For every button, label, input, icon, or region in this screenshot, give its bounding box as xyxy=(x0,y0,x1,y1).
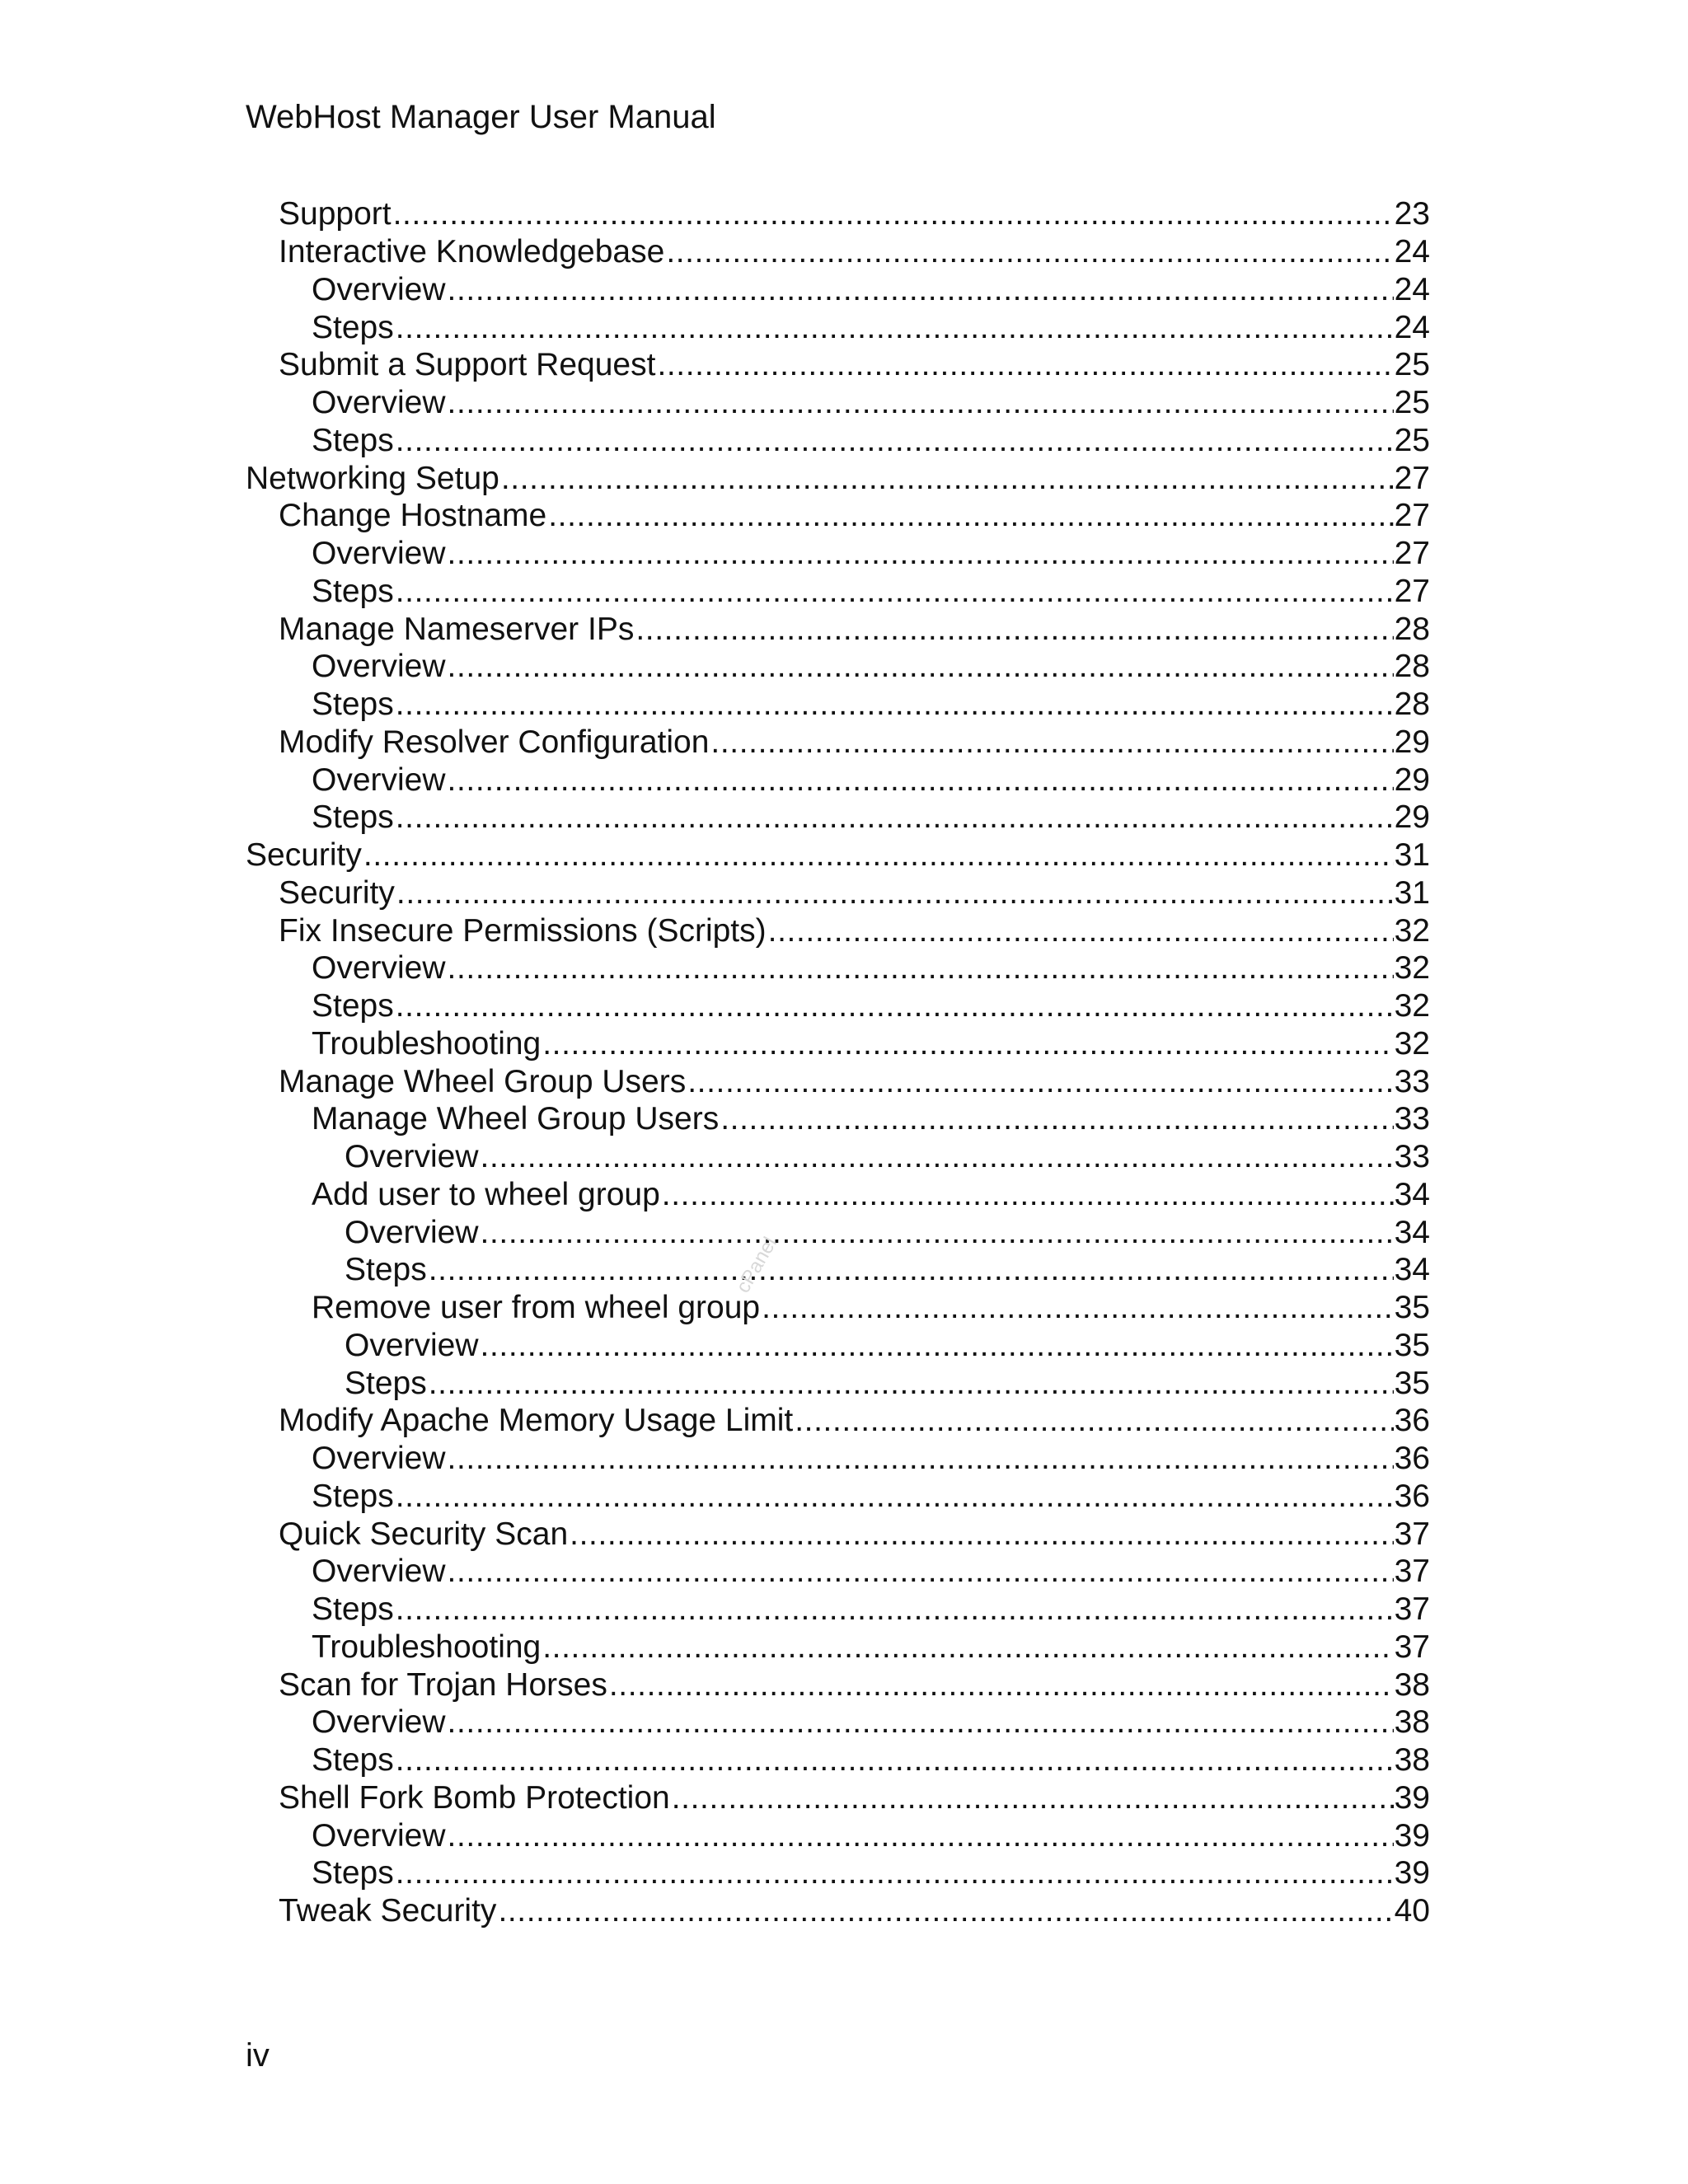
toc-entry[interactable] xyxy=(246,535,1430,573)
toc-entry-page: 25 xyxy=(1394,385,1430,421)
toc-entry-title: Overview xyxy=(312,1441,446,1477)
toc-entry[interactable] xyxy=(246,1176,1430,1214)
toc-entry-title: Overview xyxy=(312,762,446,798)
toc-entry-page: 35 xyxy=(1394,1327,1430,1363)
dot-leader xyxy=(660,1176,1394,1213)
dot-leader xyxy=(607,1666,1394,1704)
toc-entry[interactable] xyxy=(246,1289,1430,1327)
toc-entry-title: Steps xyxy=(312,1742,394,1779)
toc-entry[interactable] xyxy=(246,1440,1430,1478)
toc-entry-title: Submit a Support Request xyxy=(279,347,656,383)
toc-entry-title: Steps xyxy=(312,422,394,458)
toc-entry-title: Overview xyxy=(312,1704,446,1741)
toc-entry[interactable] xyxy=(246,1704,1430,1741)
dot-leader xyxy=(427,1251,1394,1288)
toc-entry[interactable] xyxy=(246,346,1430,384)
toc-entry-page: 37 xyxy=(1394,1629,1430,1665)
toc-entry-title: Steps xyxy=(345,1365,427,1401)
toc-entry-title: Steps xyxy=(312,988,394,1024)
dot-leader xyxy=(394,987,1394,1024)
dot-leader xyxy=(499,460,1394,497)
toc-entry-title: Overview xyxy=(312,1554,446,1590)
toc-entry-page: 24 xyxy=(1394,271,1430,307)
toc-entry-page: 24 xyxy=(1394,309,1430,345)
toc-entry[interactable] xyxy=(246,308,1430,346)
toc-entry-title: Troubleshooting xyxy=(312,1025,542,1062)
dot-leader xyxy=(670,1779,1394,1816)
toc-entry[interactable] xyxy=(246,1364,1430,1402)
dot-leader xyxy=(446,271,1394,308)
toc-entry[interactable] xyxy=(246,949,1430,987)
dot-leader xyxy=(394,573,1394,610)
toc-entry-title: Modify Apache Memory Usage Limit xyxy=(279,1403,794,1439)
toc-entry-title: Overview xyxy=(345,1139,479,1175)
toc-entry-page: 38 xyxy=(1394,1742,1430,1779)
toc-entry[interactable] xyxy=(246,799,1430,837)
toc-entry-page: 37 xyxy=(1394,1591,1430,1628)
toc-entry[interactable] xyxy=(246,384,1430,422)
dot-leader xyxy=(541,1629,1394,1666)
toc-entry-title: Steps xyxy=(312,1478,394,1514)
toc-entry-page: 32 xyxy=(1394,912,1430,949)
toc-entry-title: Manage Wheel Group Users xyxy=(279,1063,687,1099)
dot-leader xyxy=(767,912,1394,949)
toc-entry-page: 39 xyxy=(1394,1817,1430,1854)
dot-leader xyxy=(709,724,1394,761)
toc-entry[interactable] xyxy=(246,1251,1430,1289)
toc-entry-page: 39 xyxy=(1394,1779,1430,1816)
dot-leader xyxy=(634,611,1394,648)
toc-entry[interactable] xyxy=(246,1138,1430,1176)
toc-entry[interactable] xyxy=(246,1402,1430,1440)
toc-entry[interactable] xyxy=(246,1553,1430,1591)
toc-entry[interactable] xyxy=(246,724,1430,762)
dot-leader xyxy=(446,949,1394,987)
toc-entry-title: Overview xyxy=(345,1214,479,1250)
toc-entry-title: Overview xyxy=(312,271,446,307)
dot-leader xyxy=(362,837,1394,874)
toc-entry-page: 28 xyxy=(1394,649,1430,685)
toc-entry-title: Steps xyxy=(312,799,394,836)
dot-leader xyxy=(686,1063,1394,1100)
toc-entry[interactable] xyxy=(246,1816,1430,1854)
dot-leader xyxy=(479,1138,1394,1175)
toc-entry-page: 31 xyxy=(1394,874,1430,911)
toc-entry-title: Fix Insecure Permissions (Scripts) xyxy=(279,912,767,949)
dot-leader xyxy=(446,1440,1394,1477)
toc-entry-title: Steps xyxy=(312,1591,394,1628)
toc-entry-page: 39 xyxy=(1394,1855,1430,1891)
dot-leader xyxy=(546,497,1394,534)
dot-leader xyxy=(496,1892,1394,1929)
toc-entry-page: 32 xyxy=(1394,1025,1430,1062)
dot-leader xyxy=(446,535,1394,572)
toc-entry-title: Overview xyxy=(312,385,446,421)
toc-entry-page: 34 xyxy=(1394,1176,1430,1212)
toc-entry-title: Overview xyxy=(312,950,446,987)
dot-leader xyxy=(446,648,1394,685)
toc-entry-page: 32 xyxy=(1394,950,1430,987)
toc-entry[interactable] xyxy=(246,1062,1430,1100)
dot-leader xyxy=(446,1553,1394,1590)
dot-leader xyxy=(394,309,1394,346)
dot-leader xyxy=(479,1214,1394,1251)
toc-entry-page: 38 xyxy=(1394,1666,1430,1703)
toc-entry[interactable] xyxy=(246,1327,1430,1365)
toc-entry-title: Overview xyxy=(345,1327,479,1363)
toc-entry[interactable] xyxy=(246,1213,1430,1251)
toc-entry-page: 32 xyxy=(1394,988,1430,1024)
toc-entry-title: Manage Wheel Group Users xyxy=(312,1101,720,1137)
toc-entry[interactable] xyxy=(246,648,1430,686)
toc-entry[interactable] xyxy=(246,1515,1430,1553)
toc-entry[interactable] xyxy=(246,195,1430,233)
toc-entry-title: Modify Resolver Configuration xyxy=(279,724,710,760)
toc-entry-page: 24 xyxy=(1394,234,1430,270)
toc-entry-page: 33 xyxy=(1394,1101,1430,1137)
toc-entry-title: Security xyxy=(246,837,362,874)
toc-entry-page: 37 xyxy=(1394,1516,1430,1552)
toc-entry-title: Steps xyxy=(312,1855,394,1891)
dot-leader xyxy=(541,1025,1394,1062)
toc-entry-title: Steps xyxy=(345,1252,427,1288)
toc-entry-title: Add user to wheel group xyxy=(312,1176,660,1212)
toc-entry-page: 35 xyxy=(1394,1365,1430,1401)
toc-entry[interactable] xyxy=(246,233,1430,271)
toc-entry-page: 27 xyxy=(1394,536,1430,572)
dot-leader xyxy=(394,799,1394,836)
dot-leader xyxy=(719,1100,1394,1137)
toc-entry[interactable] xyxy=(246,1854,1430,1892)
dot-leader xyxy=(394,686,1394,723)
toc-entry[interactable] xyxy=(246,761,1430,799)
toc-entry[interactable] xyxy=(246,1629,1430,1666)
dot-leader xyxy=(760,1289,1394,1326)
toc-entry-page: 36 xyxy=(1394,1403,1430,1439)
dot-leader xyxy=(793,1402,1394,1439)
toc-entry[interactable] xyxy=(246,874,1430,912)
dot-leader xyxy=(446,384,1394,421)
dot-leader xyxy=(655,346,1394,383)
toc-entry[interactable] xyxy=(246,1100,1430,1138)
toc-entry-page: 29 xyxy=(1394,762,1430,798)
toc-entry-page: 23 xyxy=(1394,196,1430,232)
dot-leader xyxy=(394,1854,1394,1891)
toc-entry-title: Overview xyxy=(312,1817,446,1854)
toc-entry-page: 36 xyxy=(1394,1478,1430,1514)
toc-entry-page: 37 xyxy=(1394,1554,1430,1590)
dot-leader xyxy=(427,1365,1394,1402)
toc-entry-page: 31 xyxy=(1394,837,1430,874)
toc-entry[interactable] xyxy=(246,912,1430,949)
toc-entry-page: 27 xyxy=(1394,573,1430,609)
toc-entry-title: Change Hostname xyxy=(279,498,547,534)
toc-entry-title: Security xyxy=(279,874,395,911)
toc-entry[interactable] xyxy=(246,610,1430,648)
toc-entry-title: Overview xyxy=(312,649,446,685)
document-header: WebHost Manager User Manual xyxy=(246,99,716,135)
dot-leader xyxy=(664,233,1394,270)
toc-entry[interactable] xyxy=(246,1025,1430,1063)
toc-entry[interactable] xyxy=(246,1478,1430,1516)
toc-entry-title: Manage Nameserver IPs xyxy=(279,611,635,647)
toc-entry-title: Scan for Trojan Horses xyxy=(279,1666,607,1703)
toc-entry-title: Steps xyxy=(312,687,394,723)
toc-entry-title: Overview xyxy=(312,536,446,572)
toc-entry[interactable] xyxy=(246,1779,1430,1817)
toc-entry[interactable] xyxy=(246,1741,1430,1779)
toc-entry-page: 35 xyxy=(1394,1290,1430,1326)
toc-entry-title: Shell Fork Bomb Protection xyxy=(279,1779,670,1816)
toc-entry[interactable] xyxy=(246,497,1430,535)
toc-entry[interactable] xyxy=(246,1591,1430,1629)
toc-entry-page: 36 xyxy=(1394,1441,1430,1477)
dot-leader xyxy=(446,1817,1394,1854)
toc-entry-title: Interactive Knowledgebase xyxy=(279,234,665,270)
toc-entry[interactable] xyxy=(246,837,1430,874)
toc-entry[interactable] xyxy=(246,271,1430,309)
toc-entry-page: 34 xyxy=(1394,1214,1430,1250)
toc-entry[interactable] xyxy=(246,1666,1430,1704)
dot-leader xyxy=(394,1741,1394,1779)
toc-entry-page: 38 xyxy=(1394,1704,1430,1741)
toc-entry[interactable] xyxy=(246,686,1430,724)
dot-leader xyxy=(446,762,1394,799)
dot-leader xyxy=(394,422,1394,459)
toc-entry-title: Steps xyxy=(312,573,394,609)
toc-entry[interactable] xyxy=(246,1892,1430,1930)
toc-entry-title: Networking Setup xyxy=(246,460,499,496)
dot-leader xyxy=(394,1591,1394,1628)
table-of-contents xyxy=(246,195,1430,1930)
dot-leader xyxy=(479,1327,1394,1364)
toc-entry-page: 33 xyxy=(1394,1139,1430,1175)
toc-entry-page: 27 xyxy=(1394,498,1430,534)
watermark: cPanel xyxy=(732,1233,782,1297)
dot-leader xyxy=(568,1516,1394,1553)
page-number: iv xyxy=(246,2037,270,2074)
toc-entry-title: Tweak Security xyxy=(279,1893,497,1929)
toc-entry[interactable] xyxy=(246,573,1430,611)
toc-entry-title: Steps xyxy=(312,309,394,345)
toc-entry-page: 29 xyxy=(1394,799,1430,836)
toc-entry-page: 27 xyxy=(1394,460,1430,496)
toc-entry[interactable] xyxy=(246,459,1430,497)
dot-leader xyxy=(394,1478,1394,1515)
toc-entry-page: 40 xyxy=(1394,1893,1430,1929)
toc-entry-page: 28 xyxy=(1394,687,1430,723)
toc-entry-page: 25 xyxy=(1394,347,1430,383)
toc-entry-page: 28 xyxy=(1394,611,1430,647)
toc-entry-title: Remove user from wheel group xyxy=(312,1290,761,1326)
dot-leader xyxy=(446,1704,1394,1741)
toc-entry-title: Support xyxy=(279,196,392,232)
toc-entry[interactable] xyxy=(246,987,1430,1025)
dot-leader xyxy=(392,195,1394,232)
toc-entry[interactable] xyxy=(246,422,1430,460)
dot-leader xyxy=(395,874,1394,912)
toc-entry-page: 33 xyxy=(1394,1063,1430,1099)
toc-entry-title: Troubleshooting xyxy=(312,1629,542,1665)
toc-entry-page: 25 xyxy=(1394,422,1430,458)
toc-entry-page: 29 xyxy=(1394,724,1430,760)
toc-entry-title: Quick Security Scan xyxy=(279,1516,569,1552)
toc-entry-page: 34 xyxy=(1394,1252,1430,1288)
